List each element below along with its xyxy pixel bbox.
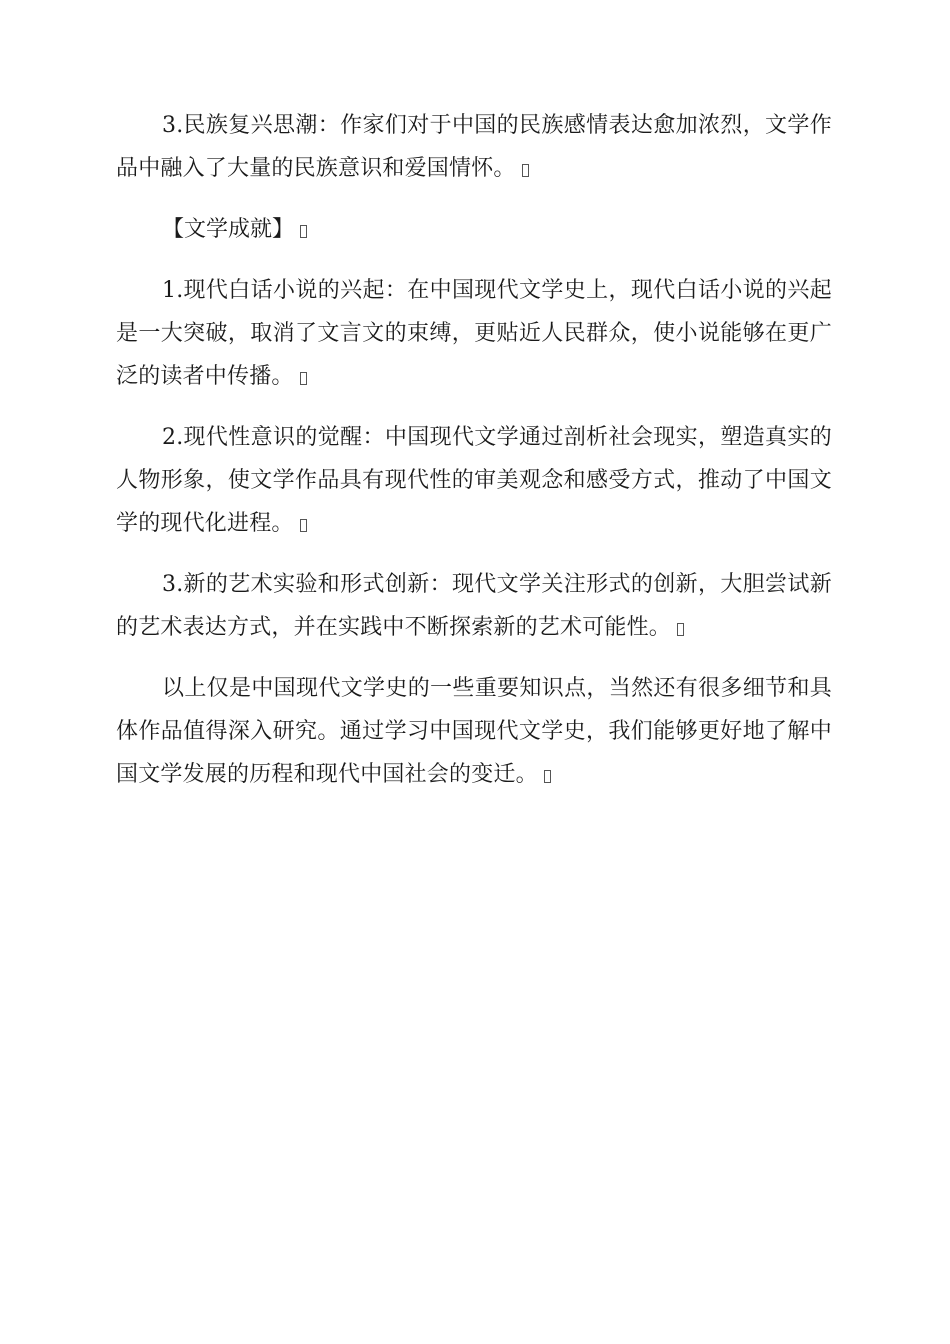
- paragraph-vernacular-novel: [116, 269, 832, 398]
- paragraph-conclusion: [116, 667, 832, 796]
- paragraph-mark-icon: [544, 770, 551, 783]
- paragraph-mark-icon: [300, 519, 307, 532]
- paragraph-text: 3.新的艺术实验和形式创新：现代文学关注形式的创新，大胆尝试新的艺术表达方式，并在实践中不断探索新的艺术可能性。: [116, 572, 832, 640]
- heading-text: 【文学成就】: [162, 217, 295, 242]
- paragraph-text: 3.民族复兴思潮：作家们对于中国的民族感情表达愈加浓烈，文学作品中融入了大量的民族意识和爱国情怀。: [116, 113, 832, 181]
- paragraph-artistic-innovation: [116, 563, 832, 649]
- paragraph-mark-icon: [522, 164, 529, 177]
- section-heading-literary-achievements: [116, 208, 832, 251]
- paragraph-text: 2.现代性意识的觉醒：中国现代文学通过剖析社会现实，塑造真实的人物形象，使文学作品具有现代性的审美观念和感受方式，推动了中国文学的现代化进程。: [116, 425, 832, 536]
- paragraph-modernity-awakening: [116, 416, 832, 545]
- document-body: [116, 104, 832, 814]
- paragraph-text: 1.现代白话小说的兴起：在中国现代文学史上，现代白话小说的兴起是一大突破，取消了文言文的束缚，更贴近人民群众，使小说能够在更广泛的读者中传播。: [116, 278, 832, 389]
- paragraph-mark-icon: [677, 623, 684, 636]
- paragraph-text: 以上仅是中国现代文学史的一些重要知识点，当然还有很多细节和具体作品值得深入研究。通过学习中国现代文学史，我们能够更好地了解中国文学发展的历程和现代中国社会的变迁。: [116, 676, 832, 787]
- paragraph-mark-icon: [300, 372, 307, 385]
- paragraph-mark-icon: [300, 225, 307, 238]
- paragraph-national-revival: [116, 104, 832, 190]
